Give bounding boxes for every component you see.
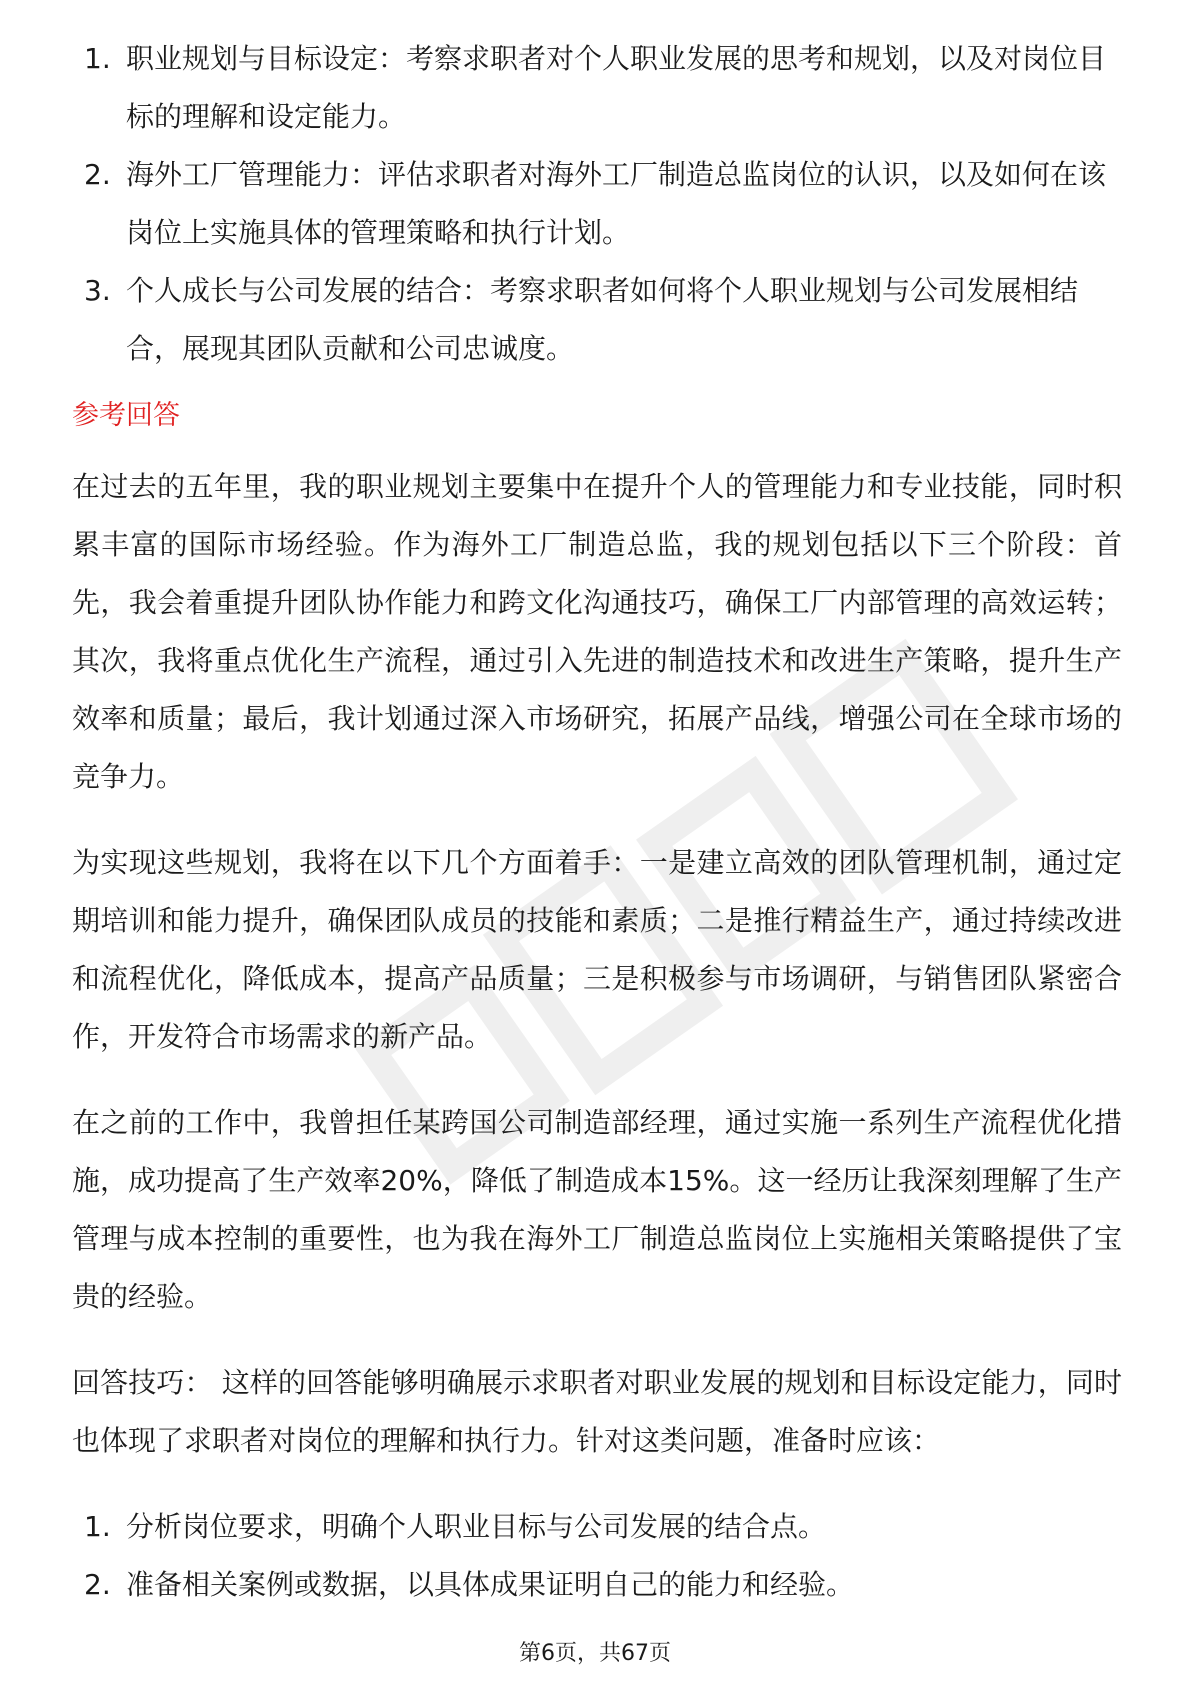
answer-paragraph: 在之前的工作中，我曾担任某跨国公司制造部经理，通过实施一系列生产流程优化措施，成功提高了生产效率20%，降低了制造成本15%。这一经历让我深刻理解了生产管理与成本控制的重要性，也为我在海外工厂制造总监岗位上实施相关策略提供了宝贵的经验。 [72,1106,1122,1313]
section-heading: 参考回答 [72,400,180,431]
intro-points-list [72,30,1122,378]
answer-paragraph: 为实现这些规划，我将在以下几个方面着手：一是建立高效的团队管理机制，通过定期培训和能力提升，确保团队成员的技能和素质；二是推行精益生产，通过持续改进和流程优化，降低成本，提高产品质量；三是积极参与市场调研，与销售团队紧密合作，开发符合市场需求的新产品。 [72,846,1122,1053]
list-item-number: 1. [84,1510,111,1543]
list-item-text: 分析岗位要求，明确个人职业目标与公司发展的结合点。 [126,1510,827,1543]
list-item [72,1556,1122,1614]
list-item-number: 2. [84,158,111,191]
answer-paragraph: 在过去的五年里，我的职业规划主要集中在提升个人的管理能力和专业技能，同时积累丰富的国际市场经验。作为海外工厂制造总监，我的规划包括以下三个阶段：首先，我会着重提升团队协作能力和跨文化沟通技巧，确保工厂内部管理的高效运转；其次，我将重点优化生产流程，通过引入先进的制造技术和改进生产策略，提升生产效率和质量；最后，我计划通过深入市场研究，拓展产品线，增强公司在全球市场的竞争力。 [72,470,1122,793]
tips-list [72,1498,1122,1614]
answer-tips-paragraph: 回答技巧： 这样的回答能够明确展示求职者对职业发展的规划和目标设定能力，同时也体现了求职者对岗位的理解和执行力。针对这类问题，准备时应该： [72,1366,1122,1457]
list-item [72,30,1122,146]
list-item-text: 个人成长与公司发展的结合：考察求职者如何将个人职业规划与公司发展相结合，展现其团队贡献和公司忠诚度。 [126,274,1079,365]
list-item-number: 3. [84,274,111,307]
list-item-text: 准备相关案例或数据，以具体成果证明自己的能力和经验。 [126,1568,855,1601]
list-item-number: 1. [84,42,111,75]
list-item [72,262,1122,378]
list-item-text: 海外工厂管理能力：评估求职者对海外工厂制造总监岗位的认识，以及如何在该岗位上实施具体的管理策略和执行计划。 [126,158,1107,249]
list-item [72,1498,1122,1556]
page-footer: 第6页，共67页 [519,1641,671,1666]
document-content [72,30,1122,1614]
list-item-text: 职业规划与目标设定：考察求职者对个人职业发展的思考和规划，以及对岗位目标的理解和设定能力。 [126,42,1107,133]
list-item-number: 2. [84,1568,111,1601]
list-item [72,146,1122,262]
